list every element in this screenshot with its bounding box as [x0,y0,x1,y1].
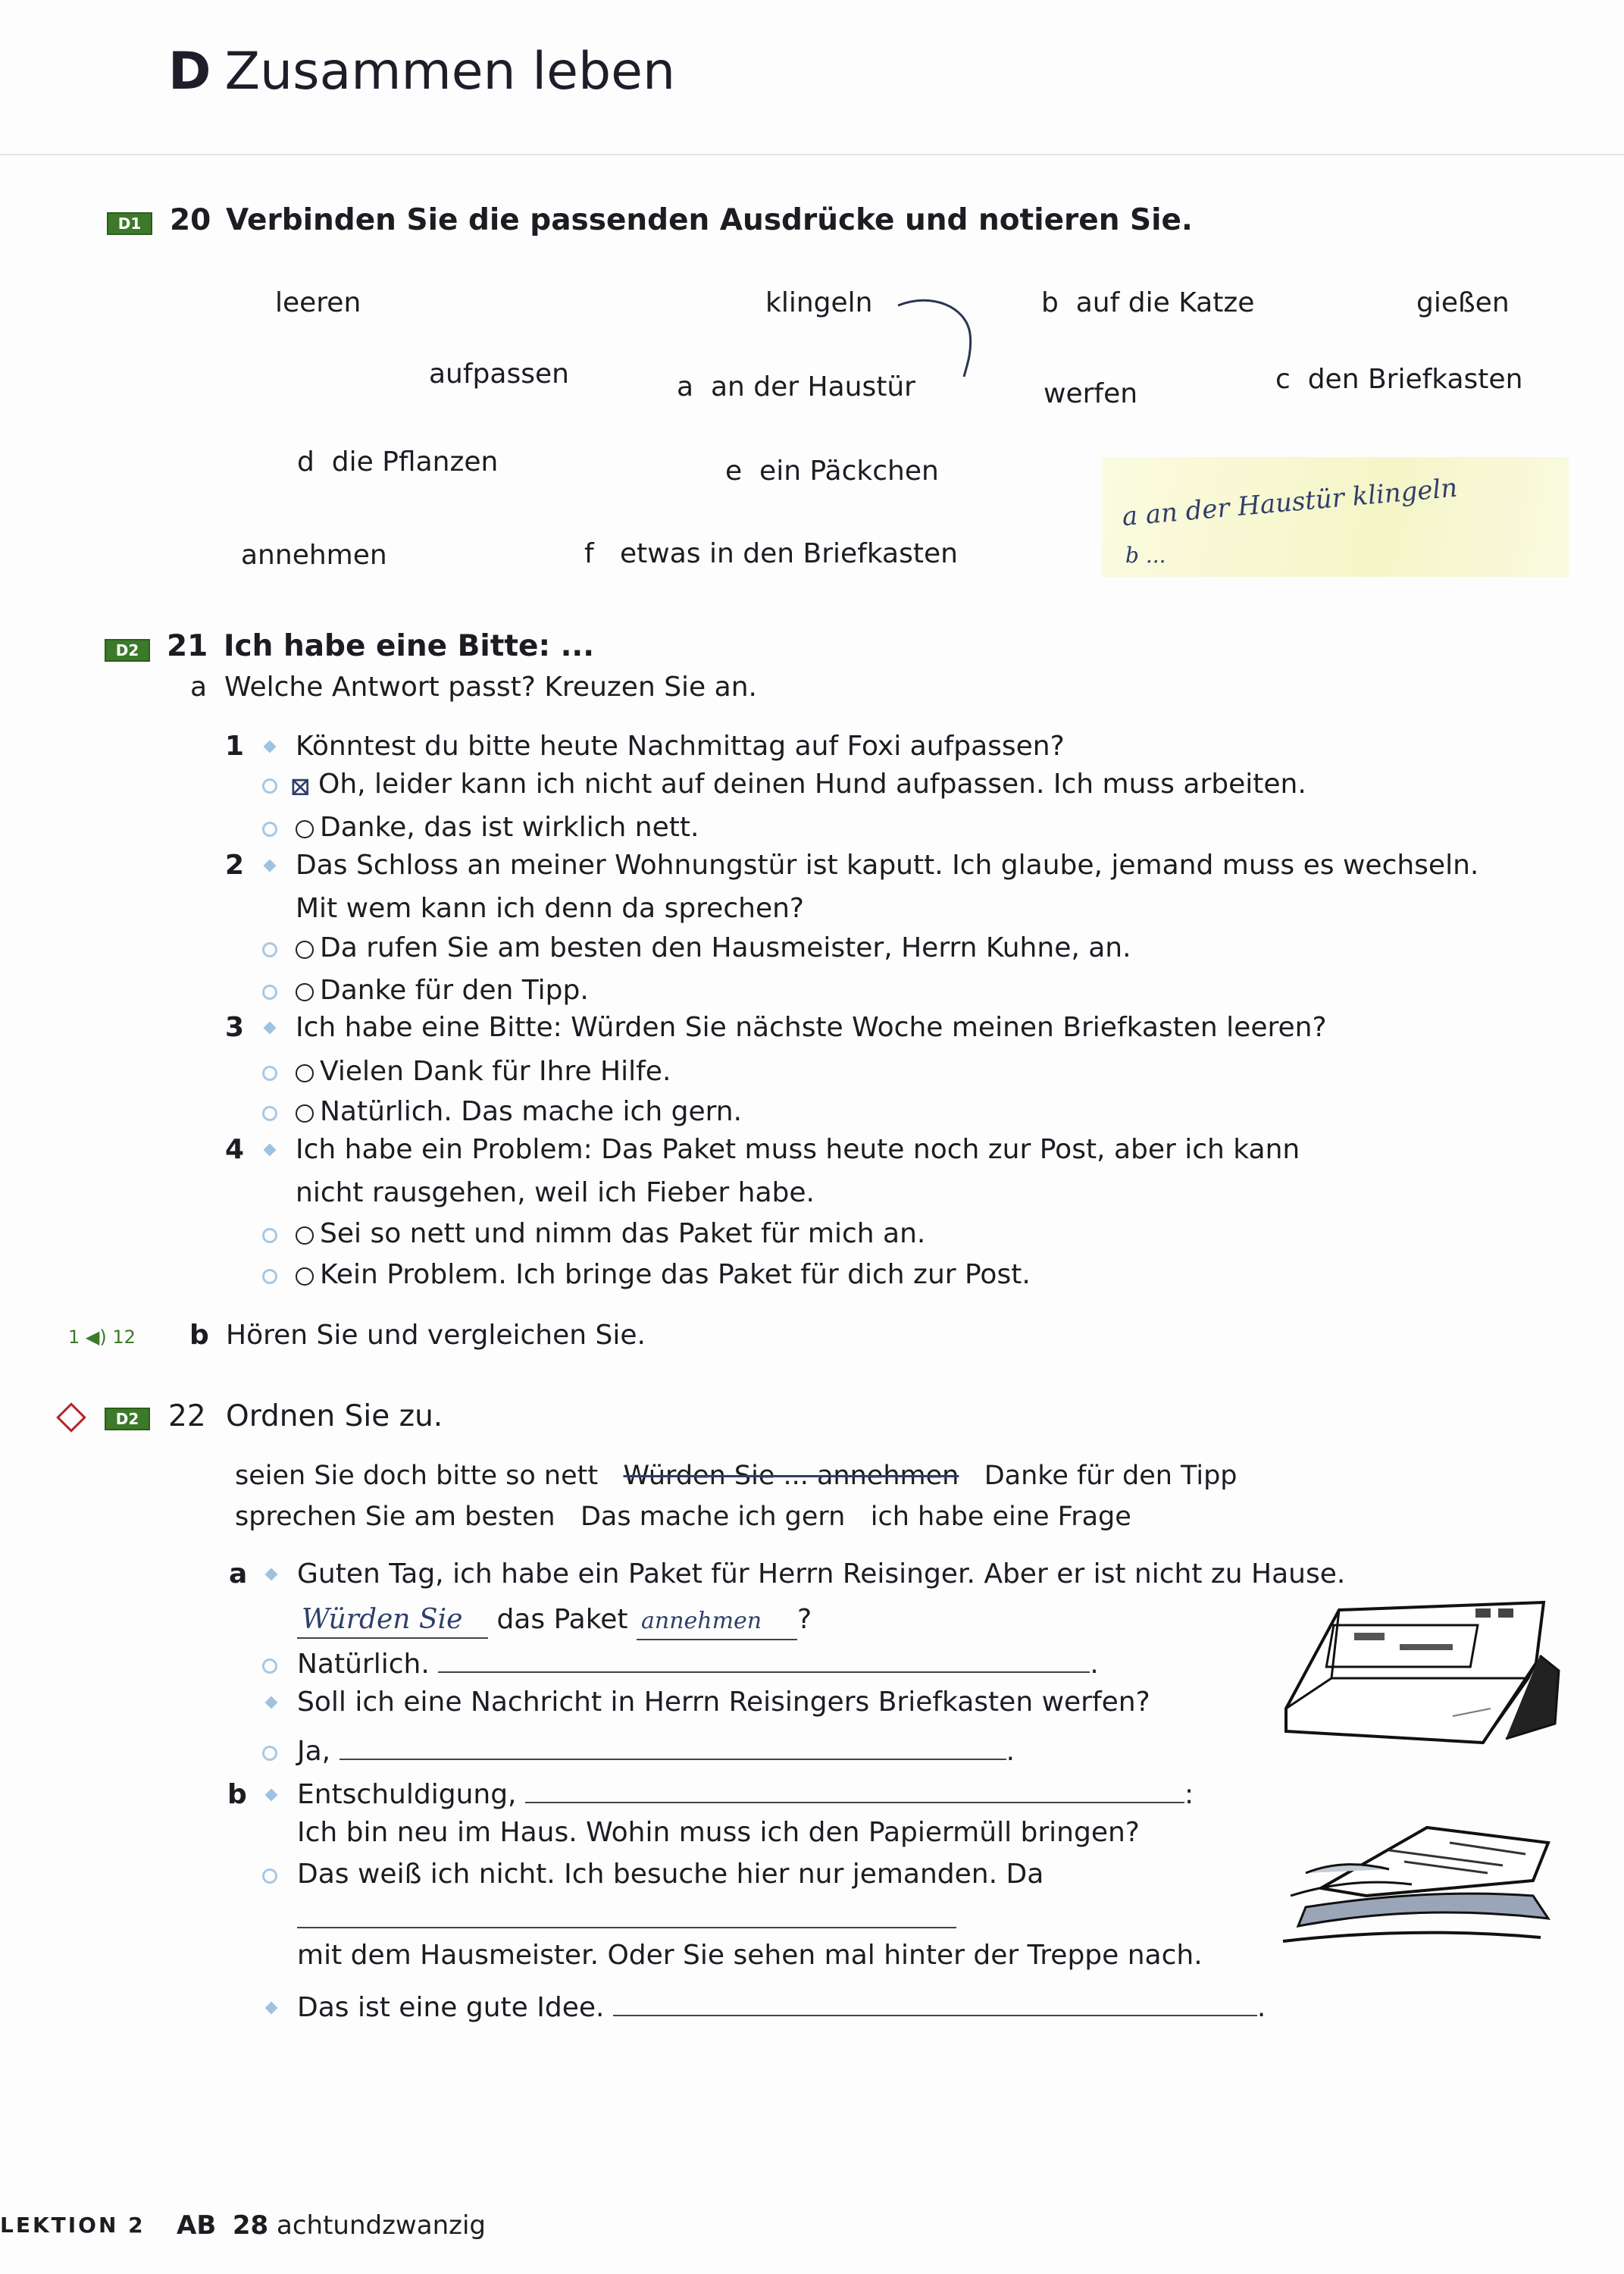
speaker-diamond-icon [264,1022,277,1035]
fill-in-answer[interactable]: annehmen [637,1604,797,1640]
box-phrase: Danke für den Tipp [984,1461,1238,1491]
answer-option[interactable]: Kein Problem. Ich bringe das Paket für dich zur Post. [296,1258,1031,1292]
phrase-a: a an der Haustür [677,371,915,402]
section-letter: D [168,42,211,102]
box-phrase: Das mache ich gern [580,1502,846,1532]
speaker-diamond-icon [265,2002,278,2015]
badge-d2: D2 [105,1408,150,1430]
waste-paper-illustration [1275,1812,1563,1956]
phrase-e: e ein Päckchen [725,456,939,487]
question: Ich habe ein Problem: Das Paket muss heute noch zur Post, aber ich kann [296,1134,1300,1165]
speaker-circle-icon [262,942,277,957]
phrase-c: c den Briefkasten [1275,364,1523,395]
part-a-instruction: Welche Antwort passt? Kreuzen Sie an. [224,672,757,703]
dialog-line: Ja, . [297,1736,1015,1767]
phrase-d: d die Pflanzen [297,446,499,478]
fill-in-answer[interactable]: Würden Sie [297,1602,488,1639]
part-letter: a [229,1558,248,1590]
part-letter: b [227,1779,247,1810]
badge-d1: D1 [107,212,152,235]
page-number: AB 28 achtundzwanzig [177,2210,487,2241]
word-box-line-1 [235,1458,1238,1493]
exercise-20-instruction: Verbinden Sie die passenden Ausdrücke und notieren Sie. [226,203,1193,237]
item-number: 4 [225,1134,245,1165]
answer-option[interactable]: Da rufen Sie am besten den Hausmeister, Herrn Kuhne, an. [296,931,1131,966]
dialog-line-fill: Würden Sie das Paket annehmen ? [297,1602,812,1637]
question: Ich habe eine Bitte: Würden Sie nächste Woche meinen Briefkasten leeren? [296,1012,1327,1043]
box-phrase-used: Würden Sie ... annehmen [623,1461,959,1491]
verb-giessen: gießen [1416,287,1510,318]
parcel-illustration [1278,1595,1566,1758]
speaker-circle-icon [262,1106,277,1121]
exercise-21-number: 21 [167,629,208,663]
answer-option[interactable]: ⊠ Oh, leider kann ich nicht auf deinen Hund aufpassen. Ich muss arbeiten. [289,769,1306,802]
radio-circle-icon [296,1267,314,1286]
exercise-22-number: 22 [168,1399,206,1433]
phrase-f: f etwas in den Briefkasten [584,538,958,569]
audio-track[interactable]: 1 ◀︎) 12 [68,1326,136,1348]
speaker-diamond-icon [264,741,277,753]
note-line-b: b ... [1125,543,1166,568]
box-phrase: ich habe eine Frage [870,1502,1131,1532]
speaker-circle-icon [262,1746,277,1761]
word-box-line-2 [235,1499,1131,1534]
radio-circle-icon [296,1226,314,1245]
answer-option[interactable]: Natürlich. Das mache ich gern. [296,1095,742,1129]
speaker-circle-icon [262,1269,277,1284]
dialog-line: Entschuldigung, : [297,1779,1194,1810]
section-title: Zusammen leben [224,42,676,102]
page-title [168,38,675,106]
radio-circle-icon [296,983,314,1001]
item-number: 1 [225,731,245,762]
speaker-circle-icon [262,822,277,837]
verb-aufpassen: aufpassen [429,359,569,390]
box-phrase: sprechen Sie am besten [235,1502,555,1532]
item-number: 3 [225,1012,245,1043]
phrase-b: b auf die Katze [1041,287,1255,318]
connector-line [894,292,978,383]
speaker-diamond-icon [265,1568,278,1581]
radio-circle-icon [296,820,314,838]
speaker-circle-icon [262,1659,277,1674]
radio-circle-icon [296,941,314,959]
answer-option[interactable]: Danke, das ist wirklich nett. [296,810,699,845]
answer-option[interactable]: Danke für den Tipp. [296,973,589,1008]
dialog-line: Das weiß ich nicht. Ich besuche hier nur jemanden. Da [297,1859,1044,1890]
exercise-20-number: 20 [170,203,211,237]
note-line-a: a an der Haustür klingeln [1121,472,1459,533]
question: Mit wem kann ich denn da sprechen? [296,893,805,924]
dialog-line: Natürlich. . [297,1649,1099,1680]
radio-circle-icon [296,1104,314,1123]
question: nicht rausgehen, weil ich Fieber habe. [296,1177,815,1208]
part-b-instruction: Hören Sie und vergleichen Sie. [226,1320,646,1351]
dialog-line: Guten Tag, ich habe ein Paket für Herrn Reisinger. Aber er ist nicht zu Hause. [297,1558,1346,1590]
dialog-line: Ich bin neu im Haus. Wohin muss ich den Papiermüll bringen? [297,1817,1140,1848]
speaker-circle-icon [262,1868,277,1884]
verb-klingeln: klingeln [765,287,873,318]
blank-field[interactable] [438,1649,1090,1673]
verb-leeren: leeren [275,287,361,318]
dialog-line: Das ist eine gute Idee. . [297,1992,1266,2023]
blank-field[interactable] [613,1992,1257,2016]
verb-werfen: werfen [1044,378,1138,409]
speaker-circle-icon [262,1066,277,1081]
blank-field[interactable] [340,1736,1006,1760]
blank-field[interactable] [297,1927,956,1928]
exercise-22-instruction: Ordnen Sie zu. [226,1399,443,1433]
answer-option[interactable]: Sei so nett und nimm das Paket für mich an. [296,1217,925,1251]
question: Das Schloss an meiner Wohnungstür ist kaputt. Ich glaube, jemand muss es wechseln. [296,850,1479,881]
speaker-circle-icon [262,778,277,794]
answer-option[interactable]: Vielen Dank für Ihre Hilfe. [296,1054,671,1089]
part-b-letter: b [189,1320,209,1351]
speaker-diamond-icon [264,1144,277,1157]
speaker-diamond-icon [265,1789,278,1802]
blank-field[interactable] [525,1779,1184,1803]
badge-d2: D2 [105,639,150,662]
box-phrase: seien Sie doch bitte so nett [235,1461,599,1491]
speaker-diamond-icon [264,860,277,872]
question: Könntest du bitte heute Nachmittag auf Foxi aufpassen? [296,731,1065,762]
speaker-diamond-icon [265,1696,278,1709]
part-a-letter: a [190,672,208,703]
dialog-line: mit dem Hausmeister. Oder Sie sehen mal hinter der Treppe nach. [297,1940,1203,1971]
speaker-icon: ◀︎) [85,1326,107,1348]
verb-annehmen: annehmen [241,540,387,571]
radio-circle-icon [296,1064,314,1082]
speaker-circle-icon [262,1228,277,1243]
item-number: 2 [225,850,245,881]
speaker-circle-icon [262,985,277,1000]
checked-x-icon: ⊠ [289,772,311,802]
exercise-21-title: Ich habe eine Bitte: ... [224,629,595,663]
divider [0,154,1624,155]
dialog-line: Soll ich eine Nachricht in Herrn Reisingers Briefkasten werfen? [297,1687,1150,1718]
difficulty-diamond-icon [56,1402,86,1433]
lesson-label: LEKTION 2 [0,2213,146,2238]
